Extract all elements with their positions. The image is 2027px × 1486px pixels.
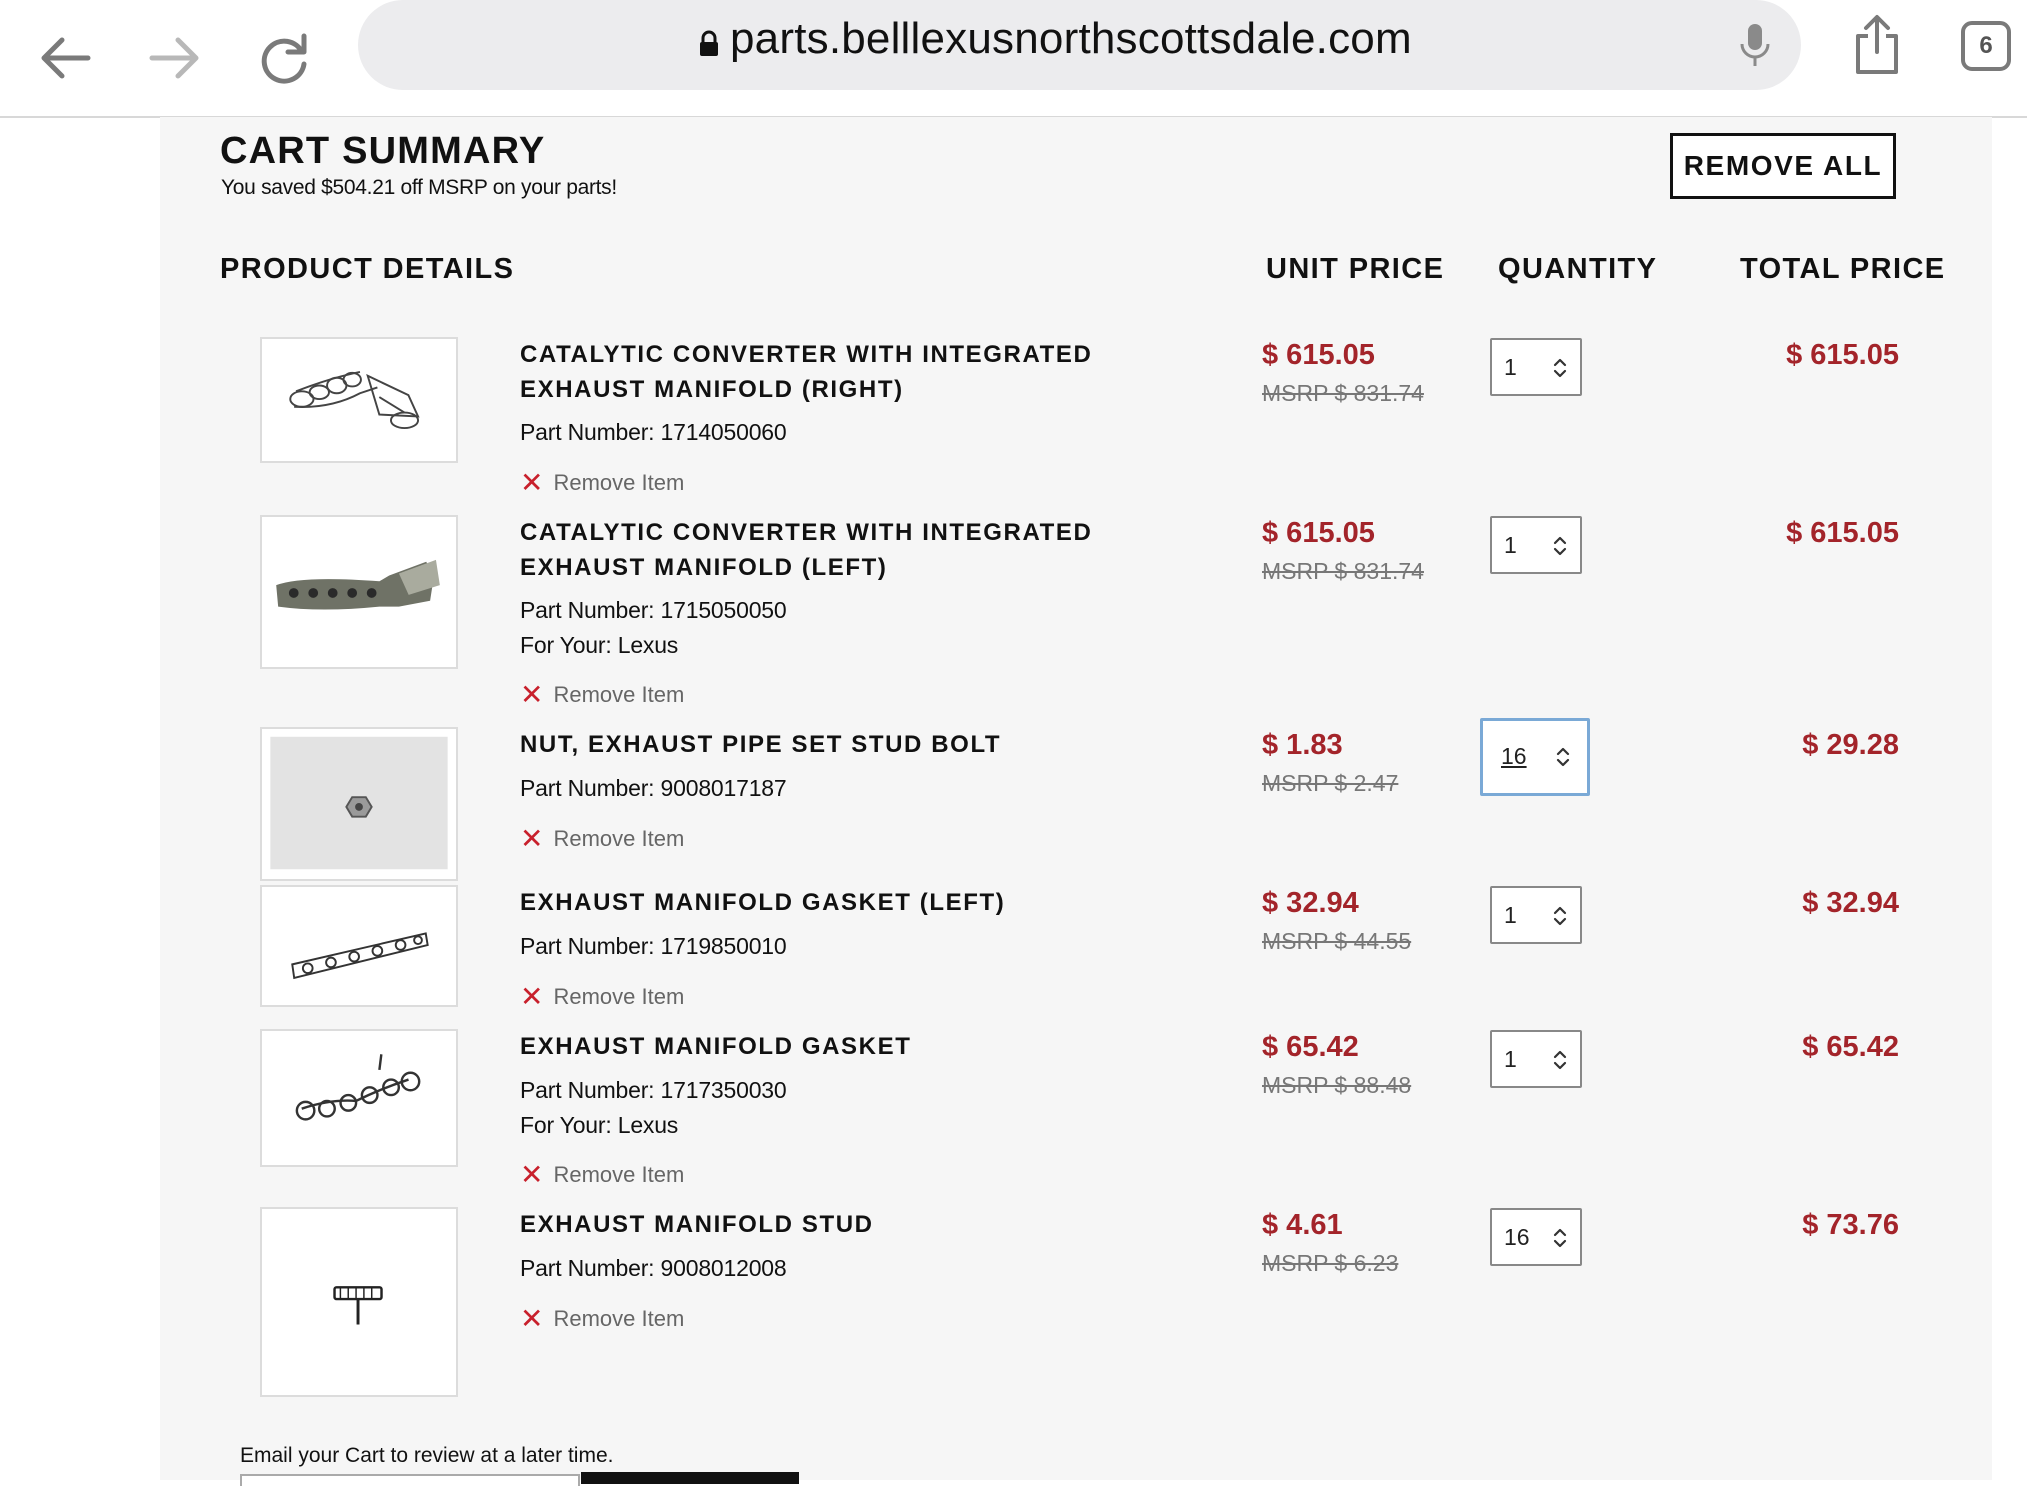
part-number: Part Number: 9008017187 [520, 775, 787, 801]
forward-arrow-icon[interactable] [134, 18, 214, 98]
quantity-stepper[interactable] [1490, 1208, 1582, 1266]
up-down-chevron-icon [1552, 904, 1568, 928]
product-name-line: EXHAUST MANIFOLD GASKET (LEFT) [520, 889, 1006, 916]
up-down-chevron-icon [1552, 534, 1568, 558]
quantity-value: 16 [1501, 743, 1527, 769]
total-price: $ 615.05 [1786, 517, 1899, 549]
product-name[interactable] [520, 515, 1160, 585]
up-down-chevron-icon [1552, 1048, 1568, 1072]
email-input[interactable] [240, 1474, 580, 1486]
quantity-value: 16 [1504, 1224, 1530, 1250]
product-name[interactable] [520, 727, 1160, 762]
unit-price: $ 615.05 [1262, 517, 1375, 549]
product-name[interactable] [520, 337, 1160, 407]
reload-icon[interactable] [244, 18, 324, 98]
remove-x-icon: ✕ [520, 679, 544, 710]
quantity-stepper[interactable] [1490, 886, 1582, 944]
part-number: Part Number: 1715050050 [520, 597, 787, 623]
product-name-line: EXHAUST MANIFOLD GASKET [520, 1033, 912, 1060]
remove-item-label: Remove Item [553, 1162, 685, 1187]
msrp-price: MSRP $ 88.48 [1262, 1072, 1412, 1098]
column-header-unit-price: UNIT PRICE [1266, 253, 1445, 285]
quantity-value: 1 [1504, 354, 1517, 380]
msrp-price: MSRP $ 6.23 [1262, 1250, 1399, 1276]
remove-x-icon: ✕ [520, 1303, 544, 1334]
product-name-line: CATALYTIC CONVERTER WITH INTEGRATED [520, 519, 1093, 546]
microphone-icon[interactable] [1737, 22, 1773, 70]
remove-item-button[interactable] [520, 1302, 684, 1335]
quantity-value: 1 [1504, 1046, 1517, 1072]
savings-text: You saved $504.21 off MSRP on your parts! [221, 176, 617, 199]
part-number: Part Number: 1717350030 [520, 1077, 787, 1103]
msrp-price: MSRP $ 44.55 [1262, 928, 1412, 954]
quantity-stepper[interactable] [1480, 718, 1590, 796]
product-name-line: EXHAUST MANIFOLD (RIGHT) [520, 376, 904, 403]
remove-all-button[interactable]: REMOVE ALL [1670, 133, 1896, 199]
unit-price: $ 1.83 [1262, 729, 1343, 761]
remove-item-label: Remove Item [553, 470, 685, 495]
product-image[interactable] [260, 515, 458, 669]
remove-x-icon: ✕ [520, 981, 544, 1012]
product-name-line: EXHAUST MANIFOLD STUD [520, 1211, 874, 1238]
total-price: $ 32.94 [1802, 887, 1899, 919]
msrp-price: MSRP $ 2.47 [1262, 770, 1399, 796]
product-image[interactable] [260, 885, 458, 1007]
quantity-stepper[interactable] [1490, 338, 1582, 396]
for-your-vehicle: For Your: Lexus [520, 1112, 679, 1138]
remove-x-icon: ✕ [520, 467, 544, 498]
total-price: $ 65.42 [1802, 1031, 1899, 1063]
up-down-chevron-icon [1552, 1226, 1568, 1250]
remove-x-icon: ✕ [520, 823, 544, 854]
cart-title: CART SUMMARY [220, 130, 546, 172]
remove-item-label: Remove Item [553, 682, 685, 707]
msrp-price: MSRP $ 831.74 [1262, 558, 1424, 584]
unit-price: $ 32.94 [1262, 887, 1359, 919]
remove-item-button[interactable] [520, 1158, 684, 1191]
part-number: Part Number: 1714050060 [520, 419, 787, 445]
total-price: $ 73.76 [1802, 1209, 1899, 1241]
tab-count: 6 [1979, 32, 1993, 59]
quantity-value: 1 [1504, 902, 1517, 928]
remove-item-button[interactable] [520, 466, 684, 499]
product-name-line: CATALYTIC CONVERTER WITH INTEGRATED [520, 341, 1093, 368]
quantity-stepper[interactable] [1490, 1030, 1582, 1088]
url-text: parts.belllexusnorthscottsdale.com [730, 14, 1412, 63]
remove-item-button[interactable] [520, 678, 684, 711]
unit-price: $ 65.42 [1262, 1031, 1359, 1063]
total-price: $ 29.28 [1802, 729, 1899, 761]
remove-item-label: Remove Item [553, 1306, 685, 1331]
msrp-price: MSRP $ 831.74 [1262, 380, 1424, 406]
remove-item-button[interactable] [520, 980, 684, 1013]
product-image[interactable] [260, 1029, 458, 1167]
for-your-vehicle: For Your: Lexus [520, 632, 679, 658]
product-image[interactable] [260, 337, 458, 463]
product-name[interactable] [520, 1029, 1160, 1064]
quantity-stepper[interactable] [1490, 516, 1582, 574]
product-name-line: NUT, EXHAUST PIPE SET STUD BOLT [520, 731, 1002, 758]
back-arrow-icon[interactable] [26, 18, 106, 98]
unit-price: $ 4.61 [1262, 1209, 1343, 1241]
up-down-chevron-icon [1555, 745, 1571, 769]
share-icon[interactable] [1850, 14, 1904, 76]
product-name-line: EXHAUST MANIFOLD (LEFT) [520, 554, 888, 581]
column-header-total-price: TOTAL PRICE [1740, 253, 1946, 285]
product-image[interactable] [260, 727, 458, 881]
remove-x-icon: ✕ [520, 1159, 544, 1190]
part-number: Part Number: 9008012008 [520, 1255, 787, 1281]
unit-price: $ 615.05 [1262, 339, 1375, 371]
remove-item-label: Remove Item [553, 984, 685, 1009]
address-bar[interactable] [358, 0, 1801, 90]
product-name[interactable] [520, 885, 1160, 920]
product-name[interactable] [520, 1207, 1160, 1242]
remove-item-label: Remove Item [553, 826, 685, 851]
total-price: $ 615.05 [1786, 339, 1899, 371]
column-header-quantity: QUANTITY [1498, 253, 1658, 285]
lock-icon [698, 30, 720, 58]
email-cart-label: Email your Cart to review at a later time. [240, 1444, 614, 1467]
email-cart-button[interactable] [581, 1472, 799, 1484]
browser-toolbar [0, 0, 2027, 118]
remove-item-button[interactable] [520, 822, 684, 855]
product-image[interactable] [260, 1207, 458, 1397]
up-down-chevron-icon [1552, 356, 1568, 380]
column-header-product: PRODUCT DETAILS [220, 253, 515, 285]
quantity-value: 1 [1504, 532, 1517, 558]
part-number: Part Number: 1719850010 [520, 933, 787, 959]
